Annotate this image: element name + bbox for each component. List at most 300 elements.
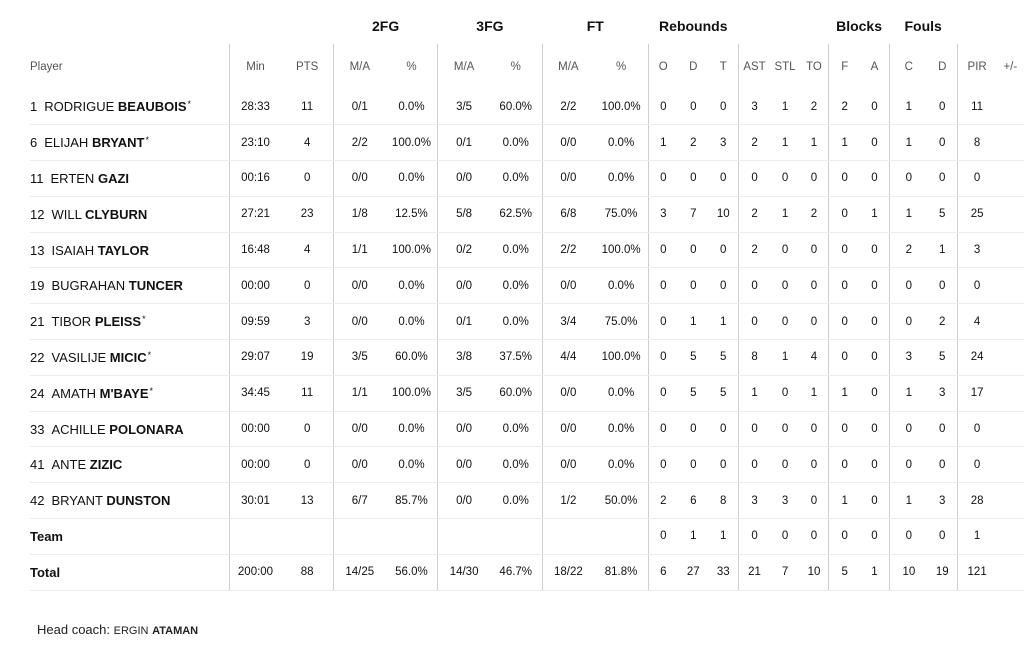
col-header-ft-pct[interactable]: % — [615, 60, 627, 73]
cell-points: 0 — [281, 411, 333, 447]
cell-3fg-made-attempted: 3/5 — [438, 89, 490, 125]
cell-minutes — [229, 519, 281, 555]
player-cell[interactable] — [30, 125, 229, 161]
cell-plus-minus — [997, 519, 1024, 555]
col-header-reb-d[interactable]: D — [689, 60, 698, 73]
player-number: 12 — [30, 206, 45, 222]
head-coach-first-name: ERGIN — [113, 625, 149, 637]
cell-blocks-against: 0 — [860, 340, 889, 376]
player-row[interactable] — [30, 483, 1024, 519]
col-header-player[interactable]: Player — [30, 60, 63, 73]
cell-plus-minus — [997, 483, 1024, 519]
player-row[interactable] — [30, 232, 1024, 268]
cell-assists: 3 — [738, 483, 770, 519]
cell-pir: 3 — [957, 232, 997, 268]
cell-defensive-rebounds: 1 — [678, 304, 709, 340]
player-first-name: ERTEN — [50, 170, 95, 186]
cell-steals: 0 — [770, 268, 799, 304]
player-row[interactable] — [30, 268, 1024, 304]
player-cell[interactable] — [30, 89, 229, 125]
cell-ft-percent: 0.0% — [594, 125, 648, 161]
cell-total-rebounds: 8 — [709, 483, 738, 519]
player-cell[interactable] — [30, 411, 229, 447]
player-row[interactable] — [30, 304, 1024, 340]
col-header-pir[interactable]: PIR — [957, 44, 997, 89]
group-header-blank — [30, 8, 333, 44]
player-last-name: DUNSTON — [106, 493, 171, 509]
cell-minutes: 28:33 — [229, 89, 281, 125]
cell-total-rebounds: 33 — [709, 554, 738, 590]
cell-pir: 28 — [957, 483, 997, 519]
player-first-name: BUGRAHAN — [51, 278, 126, 294]
group-header-blank-2 — [738, 8, 829, 44]
cell-total-rebounds: 0 — [709, 268, 738, 304]
cell-ft-made-attempted: 0/0 — [542, 447, 594, 483]
col-header-2fg-ma[interactable]: M/A — [333, 44, 385, 89]
cell-steals: 0 — [770, 304, 799, 340]
cell-assists: 0 — [738, 411, 770, 447]
col-header-blk-a[interactable]: A — [870, 60, 879, 73]
cell-total-rebounds: 10 — [709, 196, 738, 232]
cell-3fg-made-attempted: 3/5 — [438, 375, 490, 411]
cell-2fg-percent: 0.0% — [386, 411, 438, 447]
cell-assists: 0 — [738, 519, 770, 555]
cell-3fg-percent: 62.5% — [490, 196, 542, 232]
cell-turnovers: 1 — [800, 375, 829, 411]
cell-total-rebounds: 0 — [709, 161, 738, 197]
player-row[interactable] — [30, 411, 1024, 447]
cell-points: 13 — [281, 483, 333, 519]
cell-2fg-made-attempted: 6/7 — [333, 483, 385, 519]
cell-pir: 0 — [957, 447, 997, 483]
cell-turnovers: 0 — [800, 519, 829, 555]
player-number: 13 — [30, 242, 45, 258]
cell-fouls-drawn: 19 — [928, 554, 957, 590]
cell-2fg-percent: 0.0% — [386, 89, 438, 125]
cell-steals: 0 — [770, 447, 799, 483]
cell-blocks-against: 0 — [860, 304, 889, 340]
cell-ft-percent: 0.0% — [594, 411, 648, 447]
cell-ft-made-attempted: 4/4 — [542, 340, 594, 376]
cell-fouls-drawn: 3 — [928, 375, 957, 411]
cell-assists: 2 — [738, 196, 770, 232]
cell-assists: 21 — [738, 554, 770, 590]
cell-offensive-rebounds: 0 — [648, 411, 677, 447]
player-row[interactable] — [30, 125, 1024, 161]
col-header-ast[interactable]: AST — [738, 44, 770, 89]
cell-pir: 0 — [957, 268, 997, 304]
player-number: 21 — [30, 314, 45, 330]
group-header-blank-3 — [957, 8, 1024, 44]
cell-3fg-percent — [490, 519, 542, 555]
cell-total-rebounds: 3 — [709, 125, 738, 161]
cell-2fg-made-attempted: 1/1 — [333, 375, 385, 411]
cell-ft-made-attempted: 6/8 — [542, 196, 594, 232]
cell-ft-percent: 0.0% — [594, 268, 648, 304]
cell-plus-minus — [997, 89, 1024, 125]
player-cell[interactable] — [30, 375, 229, 411]
player-row[interactable] — [30, 161, 1024, 197]
cell-fouls-drawn: 0 — [928, 411, 957, 447]
cell-3fg-percent: 37.5% — [490, 340, 542, 376]
cell-3fg-percent: 0.0% — [490, 125, 542, 161]
cell-points: 4 — [281, 232, 333, 268]
player-number: 22 — [30, 349, 45, 365]
cell-ft-percent: 75.0% — [594, 196, 648, 232]
cell-steals: 3 — [770, 483, 799, 519]
col-header-reb-o[interactable]: O — [648, 44, 677, 89]
cell-pir: 0 — [957, 411, 997, 447]
cell-blocks-for: 0 — [829, 268, 860, 304]
cell-plus-minus — [997, 196, 1024, 232]
player-last-name: POLONARA — [109, 421, 184, 437]
cell-2fg-percent — [386, 519, 438, 555]
player-cell[interactable] — [30, 447, 229, 483]
player-first-name: ANTE — [51, 457, 87, 473]
cell-assists: 0 — [738, 268, 770, 304]
cell-ft-made-attempted: 1/2 — [542, 483, 594, 519]
cell-3fg-made-attempted: 0/1 — [438, 304, 490, 340]
col-header-pts[interactable]: PTS — [295, 60, 319, 73]
cell-turnovers: 10 — [800, 554, 829, 590]
cell-offensive-rebounds: 0 — [648, 161, 677, 197]
cell-turnovers: 2 — [800, 196, 829, 232]
cell-ft-made-attempted: 0/0 — [542, 125, 594, 161]
cell-total-rebounds: 1 — [709, 519, 738, 555]
cell-fouls-drawn: 5 — [928, 340, 957, 376]
group-header-rebounds: Rebounds — [659, 18, 728, 34]
cell-3fg-percent: 0.0% — [490, 161, 542, 197]
column-header-row — [30, 44, 1024, 89]
cell-fouls-drawn: 1 — [928, 232, 957, 268]
cell-blocks-against: 0 — [860, 161, 889, 197]
cell-blocks-for: 2 — [829, 89, 860, 125]
cell-points: 0 — [281, 161, 333, 197]
player-last-name: BEAUBOIS — [117, 99, 187, 115]
cell-turnovers: 0 — [800, 304, 829, 340]
player-cell[interactable] — [30, 483, 229, 519]
cell-fouls-committed: 10 — [889, 554, 928, 590]
cell-blocks-for: 0 — [829, 519, 860, 555]
cell-minutes: 09:59 — [229, 304, 281, 340]
cell-2fg-made-attempted: 0/0 — [333, 447, 385, 483]
cell-offensive-rebounds: 3 — [648, 196, 677, 232]
player-row[interactable] — [30, 196, 1024, 232]
cell-blocks-against: 0 — [860, 483, 889, 519]
cell-fouls-drawn: 0 — [928, 161, 957, 197]
cell-minutes: 00:16 — [229, 161, 281, 197]
player-row[interactable] — [30, 89, 1024, 125]
group-header-ft: FT — [586, 18, 604, 34]
cell-ft-percent: 50.0% — [594, 483, 648, 519]
total-row-label: Total — [30, 554, 229, 590]
cell-blocks-for: 0 — [829, 411, 860, 447]
group-header-blocks: Blocks — [836, 18, 883, 34]
cell-defensive-rebounds: 5 — [678, 340, 709, 376]
cell-ft-percent: 0.0% — [594, 447, 648, 483]
cell-assists: 8 — [738, 340, 770, 376]
cell-ft-made-attempted: 0/0 — [542, 268, 594, 304]
cell-blocks-against: 1 — [860, 554, 889, 590]
cell-fouls-drawn: 0 — [928, 125, 957, 161]
cell-2fg-made-attempted: 14/25 — [333, 554, 385, 590]
cell-assists: 2 — [738, 232, 770, 268]
cell-2fg-made-attempted: 0/0 — [333, 161, 385, 197]
cell-steals: 7 — [770, 554, 799, 590]
cell-blocks-for: 1 — [829, 125, 860, 161]
cell-turnovers: 0 — [800, 161, 829, 197]
cell-2fg-percent: 0.0% — [386, 161, 438, 197]
cell-steals: 1 — [770, 125, 799, 161]
player-row[interactable] — [30, 375, 1024, 411]
cell-2fg-made-attempted: 0/0 — [333, 268, 385, 304]
cell-fouls-committed: 0 — [889, 304, 928, 340]
col-header-foul-c[interactable]: C — [889, 44, 928, 89]
cell-pir: 24 — [957, 340, 997, 376]
cell-3fg-percent: 60.0% — [490, 89, 542, 125]
cell-plus-minus — [997, 161, 1024, 197]
player-cell[interactable] — [30, 268, 229, 304]
cell-assists: 0 — [738, 447, 770, 483]
cell-defensive-rebounds: 0 — [678, 447, 709, 483]
cell-points: 3 — [281, 304, 333, 340]
cell-total-rebounds: 0 — [709, 89, 738, 125]
cell-minutes: 23:10 — [229, 125, 281, 161]
cell-blocks-against: 0 — [860, 411, 889, 447]
cell-defensive-rebounds: 6 — [678, 483, 709, 519]
cell-fouls-committed: 0 — [889, 447, 928, 483]
cell-assists: 0 — [738, 304, 770, 340]
cell-blocks-for: 0 — [829, 340, 860, 376]
cell-2fg-percent: 0.0% — [386, 304, 438, 340]
player-last-name: TUNCER — [128, 278, 183, 294]
cell-ft-made-attempted: 3/4 — [542, 304, 594, 340]
cell-defensive-rebounds: 0 — [678, 89, 709, 125]
col-header-ft-ma[interactable]: M/A — [542, 44, 594, 89]
cell-total-rebounds: 0 — [709, 447, 738, 483]
head-coach-line — [37, 622, 198, 637]
player-number: 6 — [30, 135, 38, 151]
cell-plus-minus — [997, 447, 1024, 483]
cell-ft-percent — [594, 519, 648, 555]
player-number: 11 — [30, 170, 44, 186]
cell-plus-minus — [997, 375, 1024, 411]
cell-2fg-percent: 56.0% — [386, 554, 438, 590]
cell-steals: 1 — [770, 340, 799, 376]
col-header-stl[interactable]: STL — [774, 60, 796, 73]
col-header-blk-f[interactable]: F — [829, 44, 860, 89]
cell-ft-percent: 81.8% — [594, 554, 648, 590]
cell-minutes: 27:21 — [229, 196, 281, 232]
cell-offensive-rebounds: 0 — [648, 519, 677, 555]
cell-fouls-committed: 0 — [889, 519, 928, 555]
cell-minutes: 00:00 — [229, 268, 281, 304]
cell-ft-made-attempted — [542, 519, 594, 555]
cell-steals: 0 — [770, 375, 799, 411]
cell-defensive-rebounds: 0 — [678, 161, 709, 197]
player-number: 33 — [30, 421, 45, 437]
cell-defensive-rebounds: 0 — [678, 411, 709, 447]
cell-2fg-made-attempted: 1/1 — [333, 232, 385, 268]
cell-turnovers: 0 — [800, 268, 829, 304]
col-header-3fg-ma[interactable]: M/A — [438, 44, 490, 89]
cell-ft-made-attempted: 2/2 — [542, 232, 594, 268]
cell-pir: 11 — [957, 89, 997, 125]
cell-2fg-percent: 100.0% — [386, 375, 438, 411]
cell-turnovers: 4 — [800, 340, 829, 376]
col-header-2fg-pct[interactable]: % — [406, 60, 417, 73]
cell-blocks-for: 5 — [829, 554, 860, 590]
player-cell[interactable] — [30, 304, 229, 340]
cell-points: 11 — [281, 375, 333, 411]
cell-assists: 3 — [738, 89, 770, 125]
player-cell[interactable] — [30, 232, 229, 268]
cell-defensive-rebounds: 2 — [678, 125, 709, 161]
cell-assists: 1 — [738, 375, 770, 411]
cell-total-rebounds: 1 — [709, 304, 738, 340]
cell-ft-percent: 100.0% — [594, 232, 648, 268]
cell-offensive-rebounds: 2 — [648, 483, 677, 519]
cell-fouls-drawn: 3 — [928, 483, 957, 519]
cell-3fg-made-attempted: 0/2 — [438, 232, 490, 268]
cell-3fg-made-attempted: 0/0 — [438, 447, 490, 483]
cell-steals: 0 — [770, 411, 799, 447]
cell-ft-percent: 0.0% — [594, 161, 648, 197]
player-number: 42 — [30, 493, 45, 509]
cell-2fg-made-attempted: 0/0 — [333, 411, 385, 447]
player-number: 41 — [30, 457, 45, 473]
col-header-reb-t[interactable]: T — [719, 60, 727, 73]
cell-steals: 0 — [770, 519, 799, 555]
cell-2fg-made-attempted — [333, 519, 385, 555]
player-last-name: CLYBURN — [84, 206, 148, 222]
cell-pir: 8 — [957, 125, 997, 161]
cell-fouls-committed: 0 — [889, 411, 928, 447]
cell-2fg-made-attempted: 2/2 — [333, 125, 385, 161]
cell-fouls-drawn: 0 — [928, 268, 957, 304]
cell-fouls-drawn: 0 — [928, 519, 957, 555]
cell-2fg-percent: 85.7% — [386, 483, 438, 519]
cell-defensive-rebounds: 0 — [678, 268, 709, 304]
cell-steals: 1 — [770, 89, 799, 125]
cell-offensive-rebounds: 0 — [648, 447, 677, 483]
col-header-to[interactable]: TO — [806, 60, 822, 73]
team-row — [30, 519, 1024, 555]
player-cell[interactable] — [30, 196, 229, 232]
player-first-name: ACHILLE — [51, 421, 106, 437]
cell-3fg-made-attempted: 0/0 — [438, 268, 490, 304]
group-header-fouls: Fouls — [904, 18, 942, 34]
cell-points: 23 — [281, 196, 333, 232]
col-header-min[interactable]: Min — [229, 44, 281, 89]
cell-fouls-committed: 1 — [889, 89, 928, 125]
cell-turnovers: 0 — [800, 483, 829, 519]
player-row[interactable] — [30, 447, 1024, 483]
cell-blocks-for: 0 — [829, 196, 860, 232]
cell-fouls-committed: 1 — [889, 125, 928, 161]
cell-3fg-made-attempted: 0/0 — [438, 411, 490, 447]
player-last-name: BRYANT — [91, 135, 145, 151]
cell-fouls-committed: 0 — [889, 161, 928, 197]
cell-fouls-drawn: 2 — [928, 304, 957, 340]
player-cell[interactable] — [30, 340, 229, 376]
cell-minutes: 29:07 — [229, 340, 281, 376]
box-score-table — [30, 8, 1024, 591]
player-first-name: VASILIJE — [51, 349, 107, 365]
cell-total-rebounds: 0 — [709, 411, 738, 447]
cell-blocks-for: 0 — [829, 304, 860, 340]
cell-assists: 0 — [738, 161, 770, 197]
player-last-name: M'BAYE — [99, 385, 149, 401]
cell-fouls-drawn: 5 — [928, 196, 957, 232]
starter-marker: * — [187, 99, 192, 110]
player-last-name: GAZI — [97, 170, 130, 186]
cell-fouls-committed: 0 — [889, 268, 928, 304]
player-cell[interactable] — [30, 161, 229, 197]
cell-defensive-rebounds: 0 — [678, 232, 709, 268]
cell-offensive-rebounds: 6 — [648, 554, 677, 590]
cell-total-rebounds: 5 — [709, 340, 738, 376]
cell-2fg-made-attempted: 1/8 — [333, 196, 385, 232]
cell-3fg-percent: 0.0% — [490, 304, 542, 340]
cell-assists: 2 — [738, 125, 770, 161]
cell-blocks-against: 0 — [860, 125, 889, 161]
col-header-foul-d[interactable]: D — [938, 60, 947, 73]
cell-blocks-for: 0 — [829, 232, 860, 268]
player-first-name: BRYANT — [51, 493, 103, 509]
cell-3fg-made-attempted: 0/0 — [438, 161, 490, 197]
cell-2fg-percent: 60.0% — [386, 340, 438, 376]
player-first-name: TIBOR — [51, 314, 92, 330]
player-last-name: TAYLOR — [97, 242, 150, 258]
cell-points: 0 — [281, 447, 333, 483]
player-first-name: ELIJAH — [44, 135, 89, 151]
cell-2fg-percent: 100.0% — [386, 232, 438, 268]
cell-3fg-made-attempted: 3/8 — [438, 340, 490, 376]
cell-3fg-made-attempted: 5/8 — [438, 196, 490, 232]
cell-points — [281, 519, 333, 555]
cell-defensive-rebounds: 7 — [678, 196, 709, 232]
cell-blocks-for: 1 — [829, 375, 860, 411]
player-last-name: MICIC — [109, 349, 147, 365]
cell-total-rebounds: 5 — [709, 375, 738, 411]
cell-ft-percent: 75.0% — [594, 304, 648, 340]
cell-offensive-rebounds: 0 — [648, 375, 677, 411]
group-header-3fg: 3FG — [476, 18, 504, 34]
cell-points: 0 — [281, 268, 333, 304]
cell-pir: 17 — [957, 375, 997, 411]
cell-fouls-committed: 2 — [889, 232, 928, 268]
col-header-plus-minus[interactable]: +/- — [1003, 60, 1018, 73]
starter-marker: * — [147, 349, 152, 360]
cell-turnovers: 1 — [800, 125, 829, 161]
player-first-name: AMATH — [51, 385, 97, 401]
cell-offensive-rebounds: 0 — [648, 268, 677, 304]
cell-plus-minus — [997, 268, 1024, 304]
cell-blocks-against: 0 — [860, 375, 889, 411]
cell-2fg-made-attempted: 3/5 — [333, 340, 385, 376]
cell-pir: 121 — [957, 554, 997, 590]
player-number: 19 — [30, 278, 45, 294]
group-header-2fg: 2FG — [372, 18, 400, 34]
cell-ft-percent: 100.0% — [594, 89, 648, 125]
cell-defensive-rebounds: 27 — [678, 554, 709, 590]
cell-minutes: 00:00 — [229, 411, 281, 447]
player-row[interactable] — [30, 340, 1024, 376]
cell-points: 4 — [281, 125, 333, 161]
cell-defensive-rebounds: 5 — [678, 375, 709, 411]
col-header-3fg-pct[interactable]: % — [510, 60, 521, 73]
